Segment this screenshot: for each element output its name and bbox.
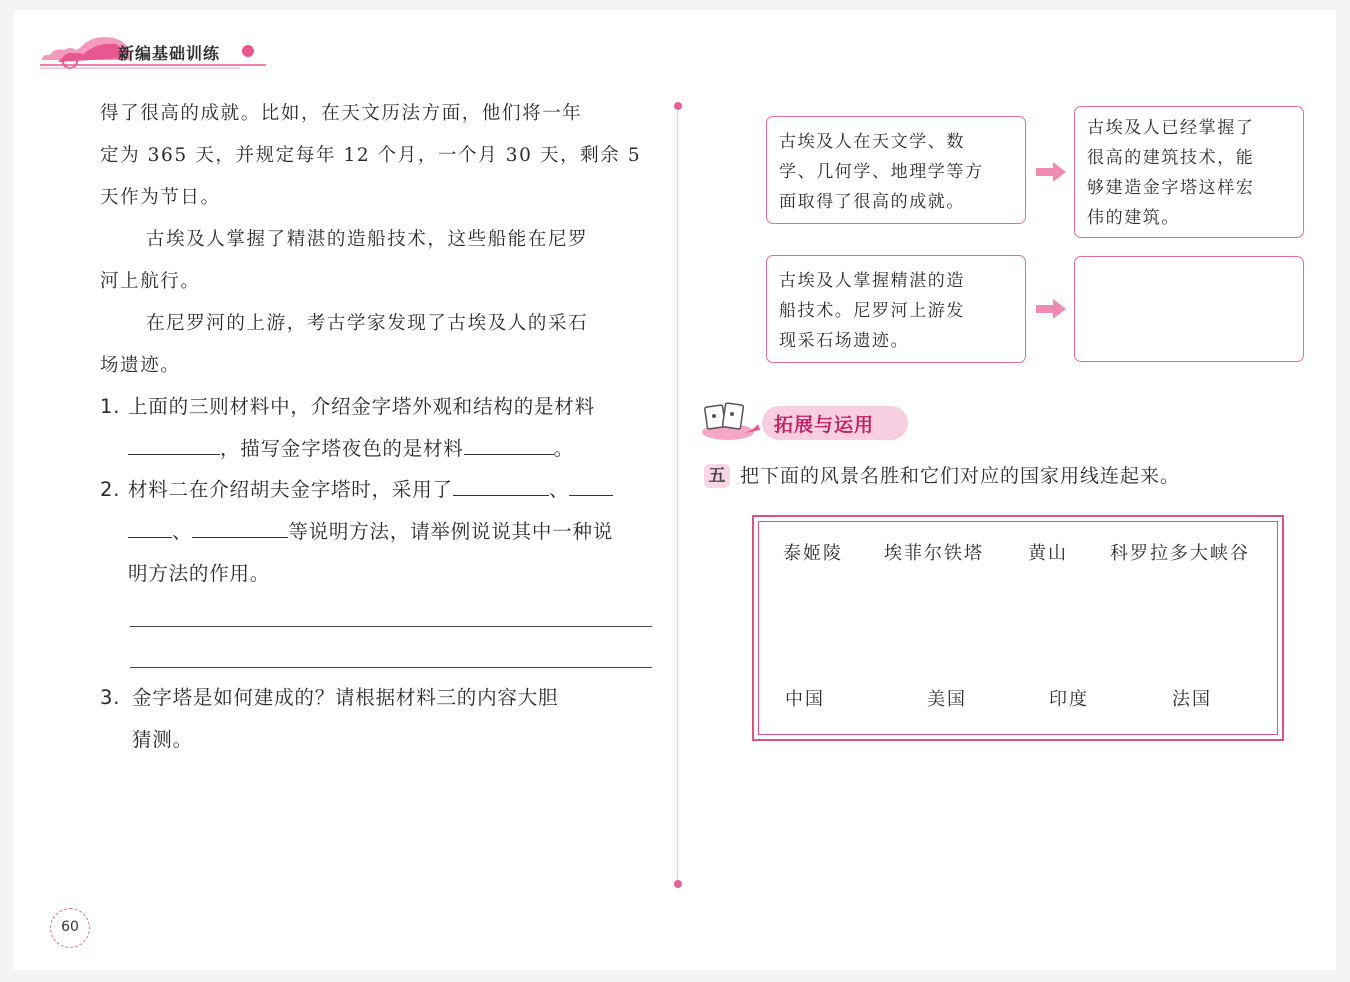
answer-blank[interactable] bbox=[569, 477, 613, 496]
info-box-architecture: 古埃及人已经掌握了 很高的建筑技术，能 够建造金字塔这样宏 伟的建筑。 bbox=[1074, 106, 1304, 238]
answer-blank[interactable] bbox=[128, 436, 220, 455]
info-box-shipbuilding: 古埃及人掌握精湛的造 船技术。尼罗河上游发 现采石场遗迹。 bbox=[766, 255, 1026, 363]
passage-line: 得了很高的成就。比如，在天文历法方面，他们将一年 bbox=[100, 103, 583, 124]
passage-line: 河上航行。 bbox=[100, 271, 201, 292]
sight-item[interactable]: 泰姬陵 bbox=[783, 543, 843, 564]
country-item[interactable]: 美国 bbox=[927, 689, 967, 710]
books-icon bbox=[700, 398, 762, 444]
question-1-text: 上面的三则材料中，介绍金字塔外观和结构的是材料 bbox=[128, 395, 595, 418]
divider-dot bbox=[674, 102, 682, 110]
arrow-right-icon bbox=[1034, 161, 1068, 183]
answer-line[interactable] bbox=[130, 626, 652, 627]
question-number: 2. bbox=[100, 478, 121, 501]
answer-blank[interactable] bbox=[453, 477, 549, 496]
sight-item[interactable]: 科罗拉多大峡谷 bbox=[1110, 543, 1250, 564]
sight-item[interactable]: 黄山 bbox=[1028, 543, 1068, 564]
question-1-line2: ，描写金字塔夜色的是材料 。 bbox=[128, 436, 574, 462]
arrow-right-icon bbox=[1034, 298, 1068, 320]
question-number: 1. bbox=[100, 395, 121, 418]
info-box-astronomy: 古埃及人在天文学、数 学、几何学、地理学等方 面取得了很高的成就。 bbox=[766, 116, 1026, 224]
question-number: 3. bbox=[100, 686, 121, 709]
answer-blank[interactable] bbox=[128, 519, 172, 538]
sight-item[interactable]: 埃菲尔铁塔 bbox=[884, 543, 984, 564]
section-title: 拓展与运用 bbox=[774, 414, 875, 436]
page-number: 60 bbox=[50, 908, 90, 948]
passage-line: 天作为节日。 bbox=[100, 187, 221, 208]
divider-dot bbox=[674, 880, 682, 888]
question-2-line2: 、 等说明方法，请举例说说其中一种说 bbox=[128, 519, 613, 545]
passage-line: 在尼罗河的上游，考古学家发现了古埃及人的采石 bbox=[146, 313, 589, 334]
question-5-text: 把下面的风景名胜和它们对应的国家用线连起来。 bbox=[740, 465, 1181, 487]
question-3-text: 金字塔是如何建成的？请根据材料三的内容大胆 bbox=[132, 686, 559, 709]
country-item[interactable]: 中国 bbox=[785, 689, 825, 710]
question-5-badge: 五 bbox=[704, 464, 730, 488]
passage-line: 定为 365 天，并规定每年 12 个月，一个月 30 天，剩余 5 bbox=[100, 145, 642, 166]
passage-line: 古埃及人掌握了精湛的造船技术，这些船能在尼罗 bbox=[146, 229, 589, 250]
country-item[interactable]: 法国 bbox=[1172, 689, 1212, 710]
question-3-line2: 猜测。 bbox=[132, 728, 193, 751]
passage-line: 场遗迹。 bbox=[100, 355, 181, 376]
answer-blank[interactable] bbox=[192, 519, 288, 538]
answer-blank[interactable] bbox=[464, 436, 554, 455]
country-item[interactable]: 印度 bbox=[1049, 689, 1089, 710]
question-2-line1: 材料二在介绍胡夫金字塔时，采用了 、 bbox=[128, 477, 613, 503]
question-2-line3: 明方法的作用。 bbox=[128, 562, 271, 585]
answer-box-empty[interactable] bbox=[1074, 256, 1304, 362]
header-title: 新编基础训练 bbox=[118, 44, 221, 63]
answer-line[interactable] bbox=[130, 667, 652, 668]
column-divider bbox=[677, 106, 678, 886]
